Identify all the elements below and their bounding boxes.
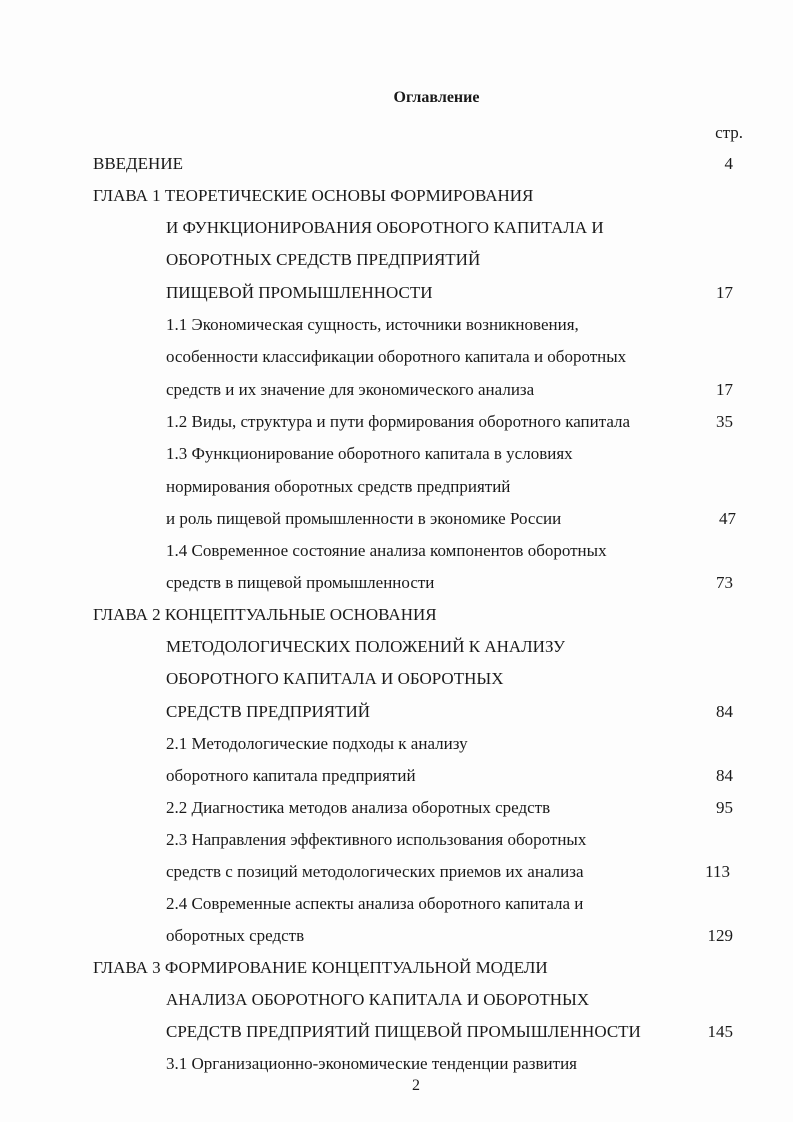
toc-section-1-1: 1.1 Экономическая сущность, источники возникновения, xyxy=(166,315,579,334)
toc-section-3-1: 3.1 Организационно-экономические тенденции развития xyxy=(166,1054,577,1073)
toc-page-number: 145 xyxy=(707,1022,733,1041)
toc-chapter-2-line-3: ОБОРОТНОГО КАПИТАЛА И ОБОРОТНЫХ xyxy=(166,669,504,688)
toc-chapter-2-line-4: СРЕДСТВ ПРЕДПРИЯТИЙ xyxy=(166,702,371,721)
toc-page-number: 4 xyxy=(724,154,733,173)
toc-chapter-1-heading: ГЛАВА 1 ТЕОРЕТИЧЕСКИЕ ОСНОВЫ ФОРМИРОВАНИЯ xyxy=(93,186,534,205)
toc-section-2-2: 2.2 Диагностика методов анализа оборотных средств xyxy=(166,798,551,817)
toc-section-1-3: 1.3 Функционирование оборотного капитала в условиях xyxy=(166,444,573,463)
toc-entry-introduction: ВВЕДЕНИЕ xyxy=(93,154,183,173)
toc-section-1-1-line-3: средств и их значение для экономического анализа xyxy=(166,380,535,399)
toc-section-1-4-line-2: средств в пищевой промышленности xyxy=(166,573,435,592)
toc-page-number: 17 xyxy=(716,283,733,302)
toc-page-number: 47 xyxy=(719,509,736,528)
toc-section-1-2: 1.2 Виды, структура и пути формирования оборотного капитала xyxy=(166,412,631,431)
toc-chapter-1-line-3: ОБОРОТНЫХ СРЕДСТВ ПРЕДПРИЯТИЙ xyxy=(166,250,481,269)
toc-chapter-2-heading: ГЛАВА 2 КОНЦЕПТУАЛЬНЫЕ ОСНОВАНИЯ xyxy=(93,605,437,624)
page-title-text: Оглавление xyxy=(393,89,480,106)
toc-page-number: 35 xyxy=(716,412,733,431)
toc-section-2-4-line-2: оборотных средств xyxy=(166,926,305,945)
toc-section-1-4: 1.4 Современное состояние анализа компонентов оборотных xyxy=(166,541,607,560)
page-column-label: стр. xyxy=(715,123,743,142)
page-title xyxy=(0,89,793,107)
toc-section-2-4: 2.4 Современные аспекты анализа оборотного капитала и xyxy=(166,894,584,913)
toc-section-1-1-line-2: особенности классификации оборотного капитала и оборотных xyxy=(166,347,627,366)
toc-section-1-3-line-3: и роль пищевой промышленности в экономике России xyxy=(166,509,562,528)
toc-section-1-3-line-2: нормирования оборотных средств предприятий xyxy=(166,477,511,496)
toc-page-number: 84 xyxy=(716,766,733,785)
toc-page-number: 84 xyxy=(716,702,733,721)
toc-section-2-3: 2.3 Направления эффективного использования оборотных xyxy=(166,830,587,849)
page-number-footer: 2 xyxy=(412,1077,420,1094)
toc-page-number: 129 xyxy=(707,926,733,945)
toc-page-number: 95 xyxy=(716,798,733,817)
toc-section-2-3-line-2: средств с позиций методологических приемов их анализа xyxy=(166,862,584,881)
toc-page-number: 73 xyxy=(716,573,733,592)
toc-section-2-1-line-2: оборотного капитала предприятий xyxy=(166,766,416,785)
toc-chapter-1-line-4: ПИЩЕВОЙ ПРОМЫШЛЕННОСТИ xyxy=(166,283,433,302)
toc-chapter-3-line-3: СРЕДСТВ ПРЕДПРИЯТИЙ ПИЩЕВОЙ ПРОМЫШЛЕННОСТИ xyxy=(166,1022,641,1041)
toc-chapter-2-line-2: МЕТОДОЛОГИЧЕСКИХ ПОЛОЖЕНИЙ К АНАЛИЗУ xyxy=(166,637,566,656)
toc-page-number: 17 xyxy=(716,380,733,399)
toc-chapter-3-heading: ГЛАВА 3 ФОРМИРОВАНИЕ КОНЦЕПТУАЛЬНОЙ МОДЕЛИ xyxy=(93,958,548,977)
toc-chapter-1-line-2: И ФУНКЦИОНИРОВАНИЯ ОБОРОТНОГО КАПИТАЛА И xyxy=(166,218,604,237)
toc-page-number: 113 xyxy=(705,862,730,881)
toc-section-2-1: 2.1 Методологические подходы к анализу xyxy=(166,734,468,753)
toc-chapter-3-line-2: АНАЛИЗА ОБОРОТНОГО КАПИТАЛА И ОБОРОТНЫХ xyxy=(166,990,590,1009)
